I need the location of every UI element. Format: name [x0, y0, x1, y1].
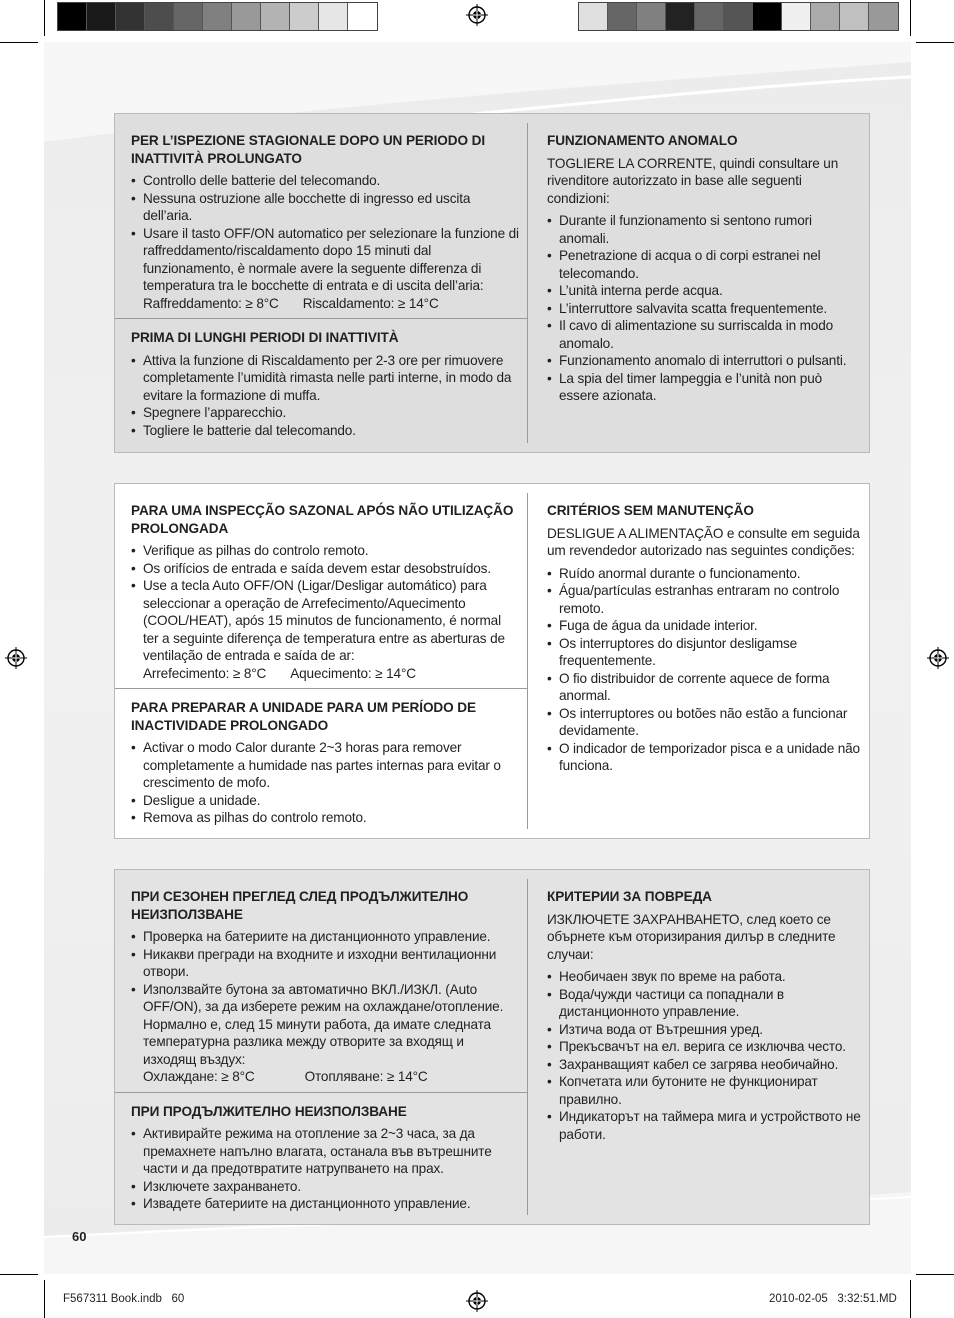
- temp-heating: Riscaldamento: ≥ 14°C: [302, 295, 439, 311]
- list-item: • Вода/чужди частици са попаднали в дистанционното управление.: [547, 986, 861, 1021]
- column-left: [115, 493, 528, 829]
- list-item: • L’unità interna perde acqua.: [547, 282, 861, 300]
- list-item: • Remova as pilhas do controlo remoto.: [131, 809, 519, 827]
- bullet-list: [547, 565, 861, 775]
- temperature-values: [143, 1068, 519, 1086]
- bullet-list: [547, 968, 861, 1143]
- list-item: • Копчетата или бутоните не функционират правилно.: [547, 1073, 861, 1108]
- temp-cooling: Raffreddamento: ≥ 8°C: [143, 295, 279, 311]
- temperature-values: [143, 665, 519, 683]
- bullet-list: [131, 542, 519, 682]
- color-swatch: [840, 3, 869, 30]
- color-swatch: [811, 3, 840, 30]
- list-item: • Durante il funzionamento si sentono rumori anomali.: [547, 212, 861, 247]
- color-swatch: [290, 3, 319, 30]
- bullet-list: [131, 172, 519, 312]
- list-item: • Fuga de água da unidade interior.: [547, 617, 861, 635]
- color-swatch: [869, 3, 898, 30]
- crop-mark: [0, 42, 38, 43]
- color-swatch: [319, 3, 348, 30]
- column-left: [115, 879, 528, 1215]
- section-seasonal-inspection: [115, 879, 527, 1086]
- list-item: • Ruído anormal durante o funcionamento.: [547, 565, 861, 583]
- footer-file-info: F567311 Book.indb 60: [63, 1293, 185, 1305]
- list-item: • Извадете батериите на дистанционното управление.: [131, 1195, 519, 1213]
- registration-mark-icon: [5, 647, 27, 669]
- section-intro: TOGLIERE LA CORRENTE, quindi consultare un rivenditore autorizzato in base alle seguenti condizioni:: [547, 155, 839, 206]
- crop-mark: [910, 1280, 911, 1318]
- column-right: [529, 123, 869, 443]
- list-item-text: Използвайте бутона за автоматично ВКЛ./ИЗКЛ. (Auto OFF/ON), за да изберете режим на охлаждане/отопление. Нормално е, след 15 минути работа, да имате следната температурна разлика между отворите за входящ и изходящ въздух:: [143, 981, 504, 1067]
- color-swatch: [261, 3, 290, 30]
- section-title: FUNZIONAMENTO ANOMALO: [547, 133, 738, 148]
- color-swatch: [579, 3, 608, 30]
- section-title: PER L’ISPEZIONE STAGIONALE DOPO UN PERIODO DI INATTIVITÀ PROLUNGATO: [131, 133, 486, 166]
- color-swatch: [174, 3, 203, 30]
- color-swatch: [724, 3, 753, 30]
- list-item: • Togliere le batterie dal telecomando.: [131, 422, 519, 440]
- color-swatch: [232, 3, 261, 30]
- list-item: • Необичаен звук по време на работа.: [547, 968, 861, 986]
- list-item-text: Use a tecla Auto OFF/ON (Ligar/Desligar automático) para seleccionar a operação de Arrefecimento/Aquecimento (COOL/HEAT), após 15 minutos de funcionamento, é normal ter a seguinte diferença de temperatura entre as aberturas de ventilação de entrada e saída de ar:: [143, 578, 505, 663]
- list-item: • Никакви прегради на входните и изходни вентилационни отвори.: [131, 946, 519, 981]
- section-seasonal-inspection: [115, 123, 527, 312]
- temperature-values: [143, 295, 519, 313]
- section-long-inactivity: [115, 318, 527, 439]
- list-item: • La spia del timer lampeggia e l’unità non può essere azionata.: [547, 370, 861, 405]
- column-right: [529, 493, 869, 829]
- list-item: • Os interruptores do disjuntor desligamse frequentemente.: [547, 635, 861, 670]
- list-item: [131, 225, 519, 313]
- list-item: • Захранващият кабел се загрява необичайно.: [547, 1056, 861, 1074]
- crop-mark: [0, 1274, 38, 1275]
- list-item: • Desligue a unidade.: [131, 792, 519, 810]
- list-item: • Controllo delle batterie del telecomando.: [131, 172, 519, 190]
- panel-portuguese: [114, 483, 870, 839]
- bullet-list: [131, 739, 519, 827]
- temp-cooling: Arrefecimento: ≥ 8°C: [143, 665, 267, 681]
- bullet-list: [131, 1125, 519, 1213]
- section-title: PARA PREPARAR A UNIDADE PARA UM PERÍODO DE INACTIVIDADE PROLONGADO: [131, 700, 476, 733]
- list-item: • Água/partículas estranhas entraram no controlo remoto.: [547, 582, 861, 617]
- list-item: • O indicador de temporizador pisca e a unidade não funciona.: [547, 740, 861, 775]
- color-bar-right: [578, 2, 899, 31]
- list-item: • Индикаторът на таймера мига и устройството не работи.: [547, 1108, 861, 1143]
- list-item: [131, 981, 519, 1086]
- temp-heating: Aquecimento: ≥ 14°C: [290, 665, 416, 681]
- section-long-inactivity: [115, 688, 527, 827]
- list-item: • Изтича вода от Вътрешния уред.: [547, 1021, 861, 1039]
- list-item: • Verifique as pilhas do controlo remoto.: [131, 542, 519, 560]
- section-abnormal-operation: [529, 879, 869, 1143]
- section-title: PRIMA DI LUNGHI PERIODI DI INATTIVITÀ: [131, 330, 399, 345]
- list-item: • Прекъсвачът на ел. верига се изключва често.: [547, 1038, 861, 1056]
- temp-heating: Отопляване: ≥ 14°C: [304, 1069, 428, 1084]
- color-swatch: [695, 3, 724, 30]
- section-title: ПРИ ПРОДЪЛЖИТЕЛНО НЕИЗПОЛЗВАНЕ: [131, 1103, 407, 1119]
- color-swatch: [666, 3, 695, 30]
- color-swatch: [753, 3, 782, 30]
- column-left: [115, 123, 528, 443]
- list-item: • Изключете захранването.: [131, 1178, 519, 1196]
- color-swatch: [203, 3, 232, 30]
- crop-mark: [44, 0, 45, 36]
- list-item: • Il cavo di alimentazione su surriscalda in modo anomalo.: [547, 317, 861, 352]
- panel-italian: [114, 113, 870, 453]
- list-item: • O fio distribuidor de corrente aquece de forma anormal.: [547, 670, 861, 705]
- bullet-list: [131, 352, 519, 440]
- color-bar-left: [57, 2, 378, 31]
- registration-mark-icon: [466, 4, 488, 26]
- color-swatch: [58, 3, 87, 30]
- section-title: КРИТЕРИИ ЗА ПОВРЕДА: [547, 889, 712, 904]
- color-swatch: [637, 3, 666, 30]
- list-item: • Attiva la funzione di Riscaldamento per 2-3 ore per rimuovere completamente l’umidità rimasta nelle parti interne, in modo da evitare la formazione di muffa.: [131, 352, 519, 405]
- section-seasonal-inspection: [115, 493, 527, 682]
- list-item: • Spegnere l’apparecchio.: [131, 404, 519, 422]
- list-item: [131, 577, 519, 682]
- list-item: • Проверка на батериите на дистанционното управление.: [131, 928, 519, 946]
- color-swatch: [782, 3, 811, 30]
- column-right: [529, 879, 869, 1215]
- section-intro: DESLIGUE A ALIMENTAÇÃO e consulte em seguida um revendedor autorizado nas seguintes condições:: [547, 525, 860, 558]
- color-swatch: [348, 3, 377, 30]
- color-swatch: [87, 3, 116, 30]
- section-abnormal-operation: [529, 123, 869, 405]
- list-item-text: Usare il tasto OFF/ON automatico per selezionare la funzione di raffreddamento/riscaldamento dopo 15 minuti dal funzionamento, è normale avere la seguente differenza di temperatura tra le bocchette di entrata e di uscita dell’aria:: [143, 225, 519, 293]
- color-swatch: [145, 3, 174, 30]
- temp-cooling: Охлаждане: ≥ 8°C: [143, 1069, 255, 1084]
- section-title: ПРИ СЕЗОНЕН ПРЕГЛЕД СЛЕД ПРОДЪЛЖИТЕЛНО НЕИЗПОЛЗВАНЕ: [131, 889, 469, 922]
- section-title: CRITÉRIOS SEM MANUTENÇÃO: [547, 503, 754, 518]
- panel-bulgarian: [114, 869, 870, 1225]
- list-item: • Активирайте режима на отопление за 2~3 часа, за да премахнете напълно влагата, останала във вътрешните части и да предотвратите натрупването на прах.: [131, 1125, 519, 1178]
- section-long-inactivity: [115, 1092, 527, 1213]
- bullet-list: [547, 212, 861, 405]
- list-item: • Penetrazione di acqua o di corpi estranei nel telecomando.: [547, 247, 861, 282]
- list-item: • L’interruttore salvavita scatta frequentemente.: [547, 300, 861, 318]
- list-item: • Os orifícios de entrada e saída devem estar desobstruídos.: [131, 560, 519, 578]
- section-abnormal-operation: [529, 493, 869, 775]
- registration-mark-icon: [466, 1290, 488, 1312]
- page-number: 60: [72, 1229, 87, 1244]
- bullet-list: [131, 928, 519, 1086]
- list-item: • Nessuna ostruzione alle bocchette di ingresso ed uscita dell’aria.: [131, 190, 519, 225]
- list-item: • Funzionamento anomalo di interruttori o pulsanti.: [547, 352, 861, 370]
- footer-timestamp: 2010-02-05 3:32:51.MD: [769, 1293, 897, 1305]
- color-swatch: [116, 3, 145, 30]
- section-title: PARA UMA INSPECÇÃO SAZONAL APÓS NÃO UTILIZAÇÃO PROLONGADA: [131, 503, 514, 536]
- list-item: • Os interruptores ou botões não estão a funcionar devidamente.: [547, 705, 861, 740]
- list-item: • Activar o modo Calor durante 2~3 horas para remover completamente a humidade nas partes internas para evitar o crescimento de mofo.: [131, 739, 519, 792]
- crop-mark: [44, 1280, 45, 1318]
- section-intro: ИЗКЛЮЧЕТЕ ЗАХРАНВАНЕТО, след което се обърнете към оторизирания дилър в следните случаи:: [547, 911, 836, 962]
- color-swatch: [608, 3, 637, 30]
- crop-mark: [916, 1274, 954, 1275]
- registration-mark-icon: [927, 647, 949, 669]
- crop-mark: [916, 42, 954, 43]
- crop-mark: [910, 0, 911, 36]
